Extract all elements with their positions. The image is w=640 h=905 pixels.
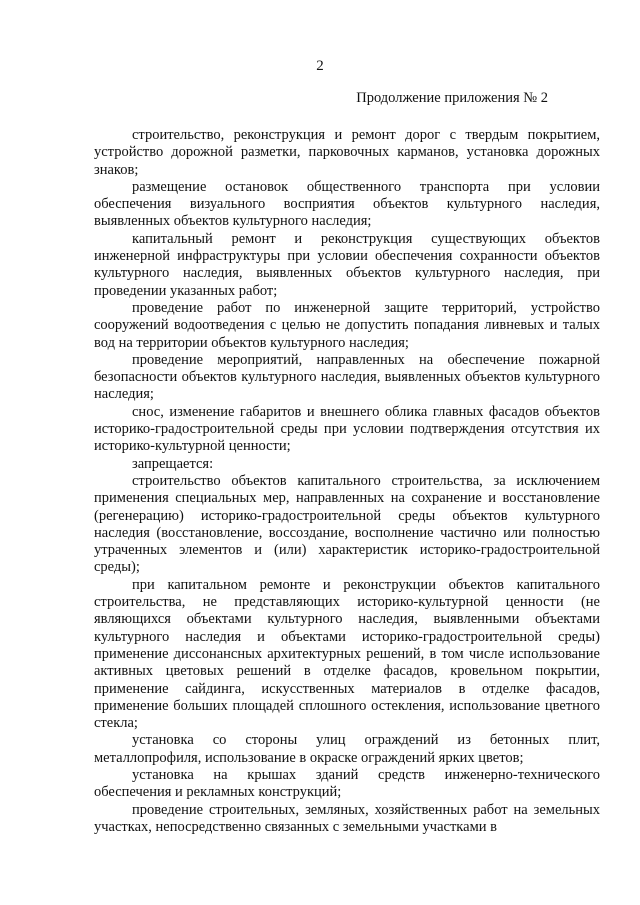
- paragraph: размещение остановок общественного транспорта при условии обеспечения визуального восприятия объектов культурного наследия, выявленных объектов культурного наследия;: [94, 178, 600, 230]
- prohibited-heading: запрещается:: [132, 455, 214, 472]
- page-number: 2: [316, 58, 324, 74]
- paragraph: проведение работ по инженерной защите территорий, устройство сооружений водоотведения с целью не допустить попадания ливневых и талых вод на территории объектов культурного наследия;: [94, 299, 600, 351]
- paragraph: строительство, реконструкция и ремонт дорог с твердым покрытием, устройство дорожной разметки, парковочных карманов, установка дорожных знаков;: [94, 127, 600, 178]
- document-body: [94, 127, 600, 836]
- paragraph: установка на крышах зданий средств инженерно-технического обеспечения и рекламных конструкций;: [94, 766, 600, 801]
- paragraph: капитальный ремонт и реконструкция существующих объектов инженерной инфраструктуры при условии обеспечения сохранности объектов культурного наследия, выявленных объектов культурного наследия, при проведении указанных работ;: [94, 230, 600, 299]
- paragraph: строительство объектов капитального строительства, за исключением применения специальных мер, направленных на сохранение и восстановление (регенерацию) историко-градостроительной среды объектов культурного наследия (восстановление, воссоздание, восполнение частично или полностью утраченных элементов и (или) характеристик историко-градостроительной среды);: [94, 472, 600, 576]
- paragraph: при капитальном ремонте и реконструкции объектов капитального строительства, не представляющих историко-культурной ценности (не являющихся объектами культурного наследия, выявленными объектами культурного наследия и объектами историко-градостроительной среды) применение диссонансных архитектурных решений, в том числе использование активных цветовых решений в отделке фасадов, кровельном покрытии, применение сайдинга, искусственных материалов в отделке фасадов, применение больших площадей сплошного остекления, использование цветного стекла;: [94, 576, 600, 732]
- paragraph: проведение строительных, земляных, хозяйственных работ на земельных участках, непосредственно связанных с земельными участками в: [94, 801, 600, 835]
- paragraph: снос, изменение габаритов и внешнего облика главных фасадов объектов историко-градостроительной среды при условии подтверждения отсутствия их историко-культурной ценности;: [94, 403, 600, 455]
- paragraph: проведение мероприятий, направленных на обеспечение пожарной безопасности объектов культурного наследия, выявленных объектов культурного наследия;: [94, 351, 600, 403]
- appendix-continuation-label: Продолжение приложения № 2: [356, 90, 548, 106]
- paragraph: установка со стороны улиц ограждений из бетонных плит, металлопрофиля, использование в окраске ограждений ярких цветов;: [94, 732, 600, 766]
